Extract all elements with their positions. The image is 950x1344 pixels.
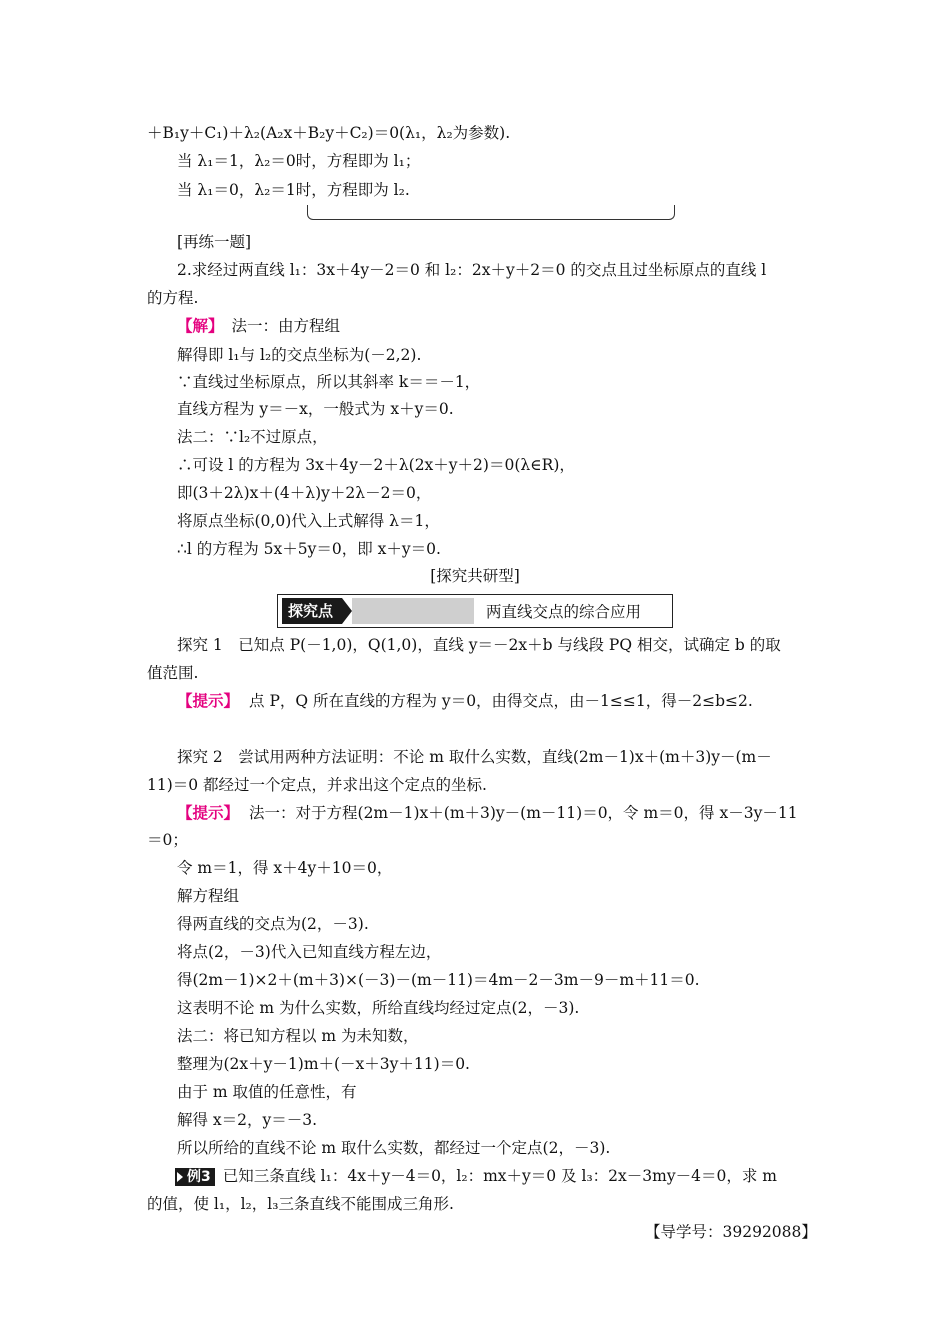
text-line: 得(2m－1)×2＋(m＋3)×(－3)－(m－11)＝4m－2－3m－9－m＋11＝0. xyxy=(177,971,700,989)
topic-divider xyxy=(352,598,474,624)
text-line: 由于 m 取值的任意性，有 xyxy=(177,1083,357,1101)
text-line: 直线方程为 y＝－x，一般式为 x＋y＝0. xyxy=(177,400,454,418)
solution-tag: 【解】 xyxy=(177,316,224,335)
text-line: 11)＝0 都经过一个定点，并求出这个定点的坐标. xyxy=(147,776,487,794)
hint-2-tag: 【提示】 xyxy=(177,803,240,822)
text-line: 将点(2，－3)代入已知直线方程左边， xyxy=(177,943,442,961)
arrow-icon xyxy=(342,598,352,624)
text-line: 解得即 l₁与 l₂的交点坐标为(－2,2). xyxy=(177,346,422,364)
text-line: ∴可设 l 的方程为 3x＋4y－2＋λ(2x＋y＋2)＝0(λ∈R)， xyxy=(177,456,575,474)
hint-1 xyxy=(177,691,753,711)
solution-line xyxy=(177,316,340,336)
text-line: 2.求经过两直线 l₁：3x＋4y－2＝0 和 l₂：2x＋y＋2＝0 的交点且过坐标原点的直线 l xyxy=(177,261,767,279)
solution-text: 法一：由方程组 xyxy=(231,317,341,335)
text-line: 法二：将已知方程以 m 为未知数， xyxy=(177,1027,419,1045)
topic-banner xyxy=(277,594,673,628)
text-line: 这表明不论 m 为什么实数，所给直线均经过定点(2，－3). xyxy=(177,999,580,1017)
hint-2 xyxy=(177,803,798,823)
example-badge-label: 例3 xyxy=(187,1169,211,1185)
text-line: 值范围. xyxy=(147,664,199,682)
hint-1-tag: 【提示】 xyxy=(177,691,240,710)
topic-label: 探究点 xyxy=(282,598,342,624)
text-line: 的方程. xyxy=(147,289,199,307)
text-line: [再练一题] xyxy=(177,233,252,251)
play-icon xyxy=(177,1172,183,1182)
text-line: 的值，使 l₁，l₂，l₃三条直线不能围成三角形. xyxy=(147,1195,454,1213)
text-line: ＝0； xyxy=(147,831,188,849)
hint-2-text: 法一：对于方程(2m－1)x＋(m＋3)y－(m－11)＝0，令 m＝0，得 x－3y－11 xyxy=(249,804,798,822)
example-badge xyxy=(175,1168,215,1186)
text-line: ∵直线过坐标原点，所以其斜率 k＝＝－1， xyxy=(177,373,481,391)
text-line: 所以所给的直线不论 m 取什么实数，都经过一个定点(2，－3). xyxy=(177,1139,611,1157)
text-line: 得两直线的交点为(2，－3). xyxy=(177,915,369,933)
text-line: 解方程组 xyxy=(177,887,240,905)
hint-1-text: 点 P，Q 所在直线的方程为 y＝0，由得交点，由－1≤≤1，得－2≤b≤2. xyxy=(249,692,753,710)
section-heading: [探究共研型] xyxy=(430,567,520,585)
text-line: 法二：∵l₂不过原点， xyxy=(177,428,328,446)
text-line: 整理为(2x＋y－1)m＋(－x＋3y＋11)＝0. xyxy=(177,1055,470,1073)
text-line: 探究 2 尝试用两种方法证明：不论 m 取什么实数，直线(2m－1)x＋(m＋3)y－(m－ xyxy=(177,748,772,766)
text-line: 令 m＝1，得 x＋4y＋10＝0， xyxy=(177,859,393,877)
text-line: 当 λ₁＝0，λ₂＝1时，方程即为 l₂. xyxy=(177,181,410,199)
text-line: 探究 1 已知点 P(－1,0)，Q(1,0)，直线 y＝－2x＋b 与线段 PQ 相交，试确定 b 的取 xyxy=(177,636,781,654)
example-text: 已知三条直线 l₁：4x＋y－4＝0，l₂：mx＋y＝0 及 l₃：2x－3my－4＝0，求 m xyxy=(222,1167,777,1185)
bracket-divider xyxy=(307,205,675,220)
text-line: 解得 x＝2，y＝－3. xyxy=(177,1111,318,1129)
text-line: 将原点坐标(0,0)代入上式解得 λ＝1， xyxy=(177,512,440,530)
text-line: ＋B₁y＋C₁)＋λ₂(A₂x＋B₂y＋C₂)＝0(λ₁，λ₂为参数). xyxy=(147,124,511,142)
text-line: 即(3＋2λ)x＋(4＋λ)y＋2λ－2＝0， xyxy=(177,484,432,502)
text-line: ∴l 的方程为 5x＋5y＝0，即 x＋y＝0. xyxy=(177,540,441,558)
topic-title: 两直线交点的综合应用 xyxy=(486,603,642,621)
example-3 xyxy=(175,1166,777,1186)
guide-number: 【导学号：39292088】 xyxy=(645,1223,817,1241)
text-line: 当 λ₁＝1，λ₂＝0时，方程即为 l₁； xyxy=(177,152,421,170)
